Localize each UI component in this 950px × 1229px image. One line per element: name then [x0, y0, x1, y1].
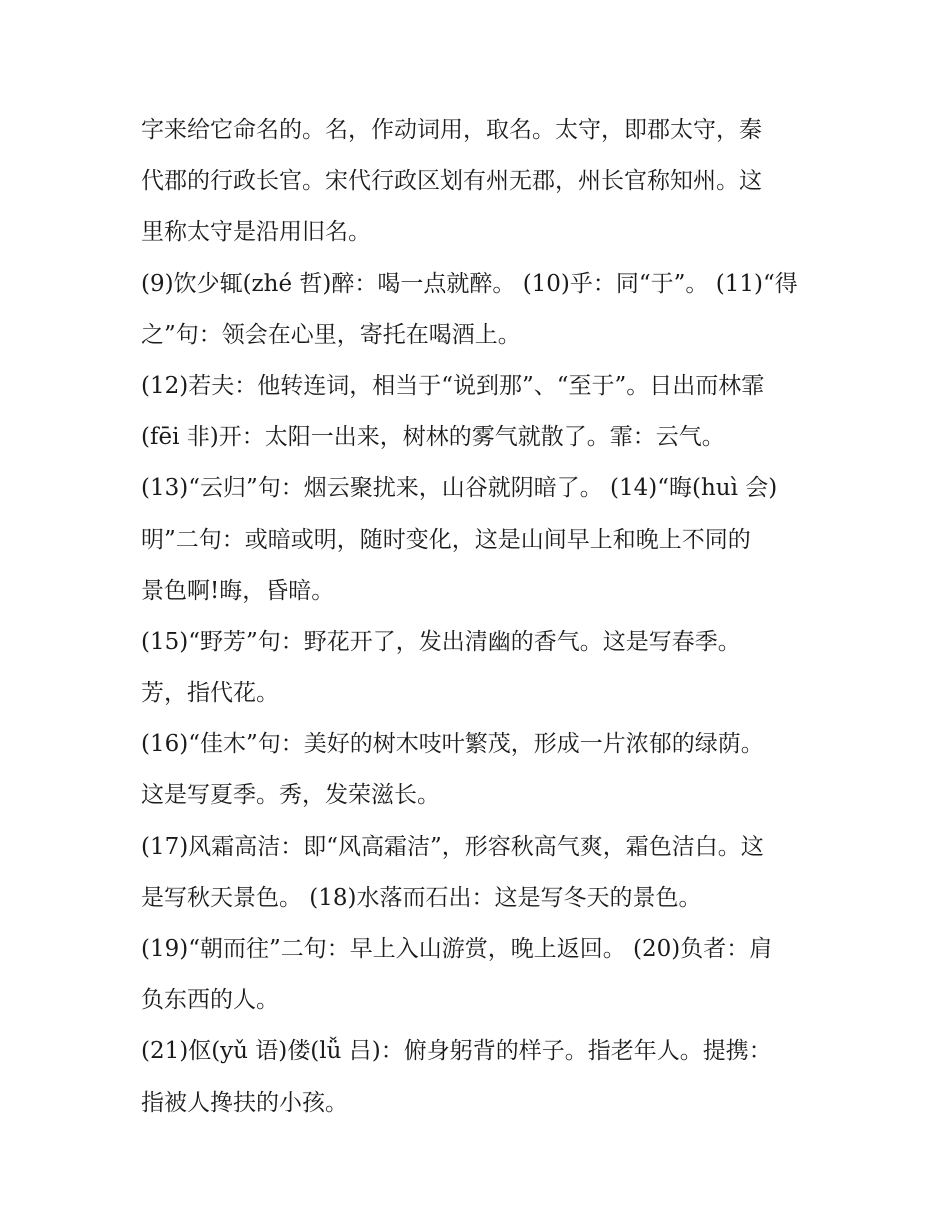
text-line-12: 芳，指代花。	[141, 680, 279, 707]
text-line-6: (12)若夫：他转连词，相当于“说到那”、“至于”。日出而林霏	[141, 372, 765, 399]
annotation-text-block	[141, 105, 821, 1129]
text-line-10: 景色啊!晦，昏暗。	[141, 577, 335, 604]
text-line-8: (13)“云归”句：烟云聚扰来，山谷就阴暗了。 (14)“晦(huì 会)	[141, 475, 778, 502]
text-line-2: 代郡的行政长官。宋代行政区划有州无郡，州长官称知州。这	[141, 168, 762, 195]
text-line-16: 是写秋天景色。 (18)水落而石出：这是写冬天的景色。	[141, 884, 702, 911]
text-line-9: 明”二句：或暗或明，随时变化，这是山间早上和晚上不同的	[141, 526, 751, 553]
text-line-17: (19)“朝而往”二句：早上入山游赏，晚上返回。 (20)负者：肩	[141, 936, 773, 962]
text-line-5: 之”句：领会在心里，寄托在喝酒上。	[141, 321, 521, 348]
text-line-20: 指被人搀扶的小孩。	[141, 1089, 348, 1116]
text-line-19: (21)伛(yǔ 语)偻(lǚ 吕)：俯身躬背的样子。指老年人。提携：	[141, 1038, 772, 1065]
text-line-15: (17)风霜高洁：即“风高霜洁”，形容秋高气爽，霜色洁白。这	[141, 833, 764, 860]
text-line-11: (15)“野芳”句：野花开了，发出清幽的香气。这是写春季。	[141, 628, 741, 655]
text-line-14: 这是写夏季。秀，发荣滋长。	[141, 782, 440, 809]
text-line-7: (fēi 非)开：太阳一出来，树林的雾气就散了。霏：云气。	[141, 424, 725, 451]
text-line-18: 负东西的人。	[141, 987, 279, 1014]
text-line-3: 里称太守是沿用旧名。	[141, 219, 371, 246]
text-line-13: (16)“佳木”句：美好的树木吱叶繁茂，形成一片浓郁的绿荫。	[141, 731, 764, 758]
text-line-1: 字来给它命名的。名，作动词用，取名。太守，即郡太守，秦	[141, 117, 762, 143]
text-line-4: (9)饮少辄(zhé 哲)醉：喝一点就醉。 (10)乎：同“于”。 (11)“得	[141, 270, 798, 297]
